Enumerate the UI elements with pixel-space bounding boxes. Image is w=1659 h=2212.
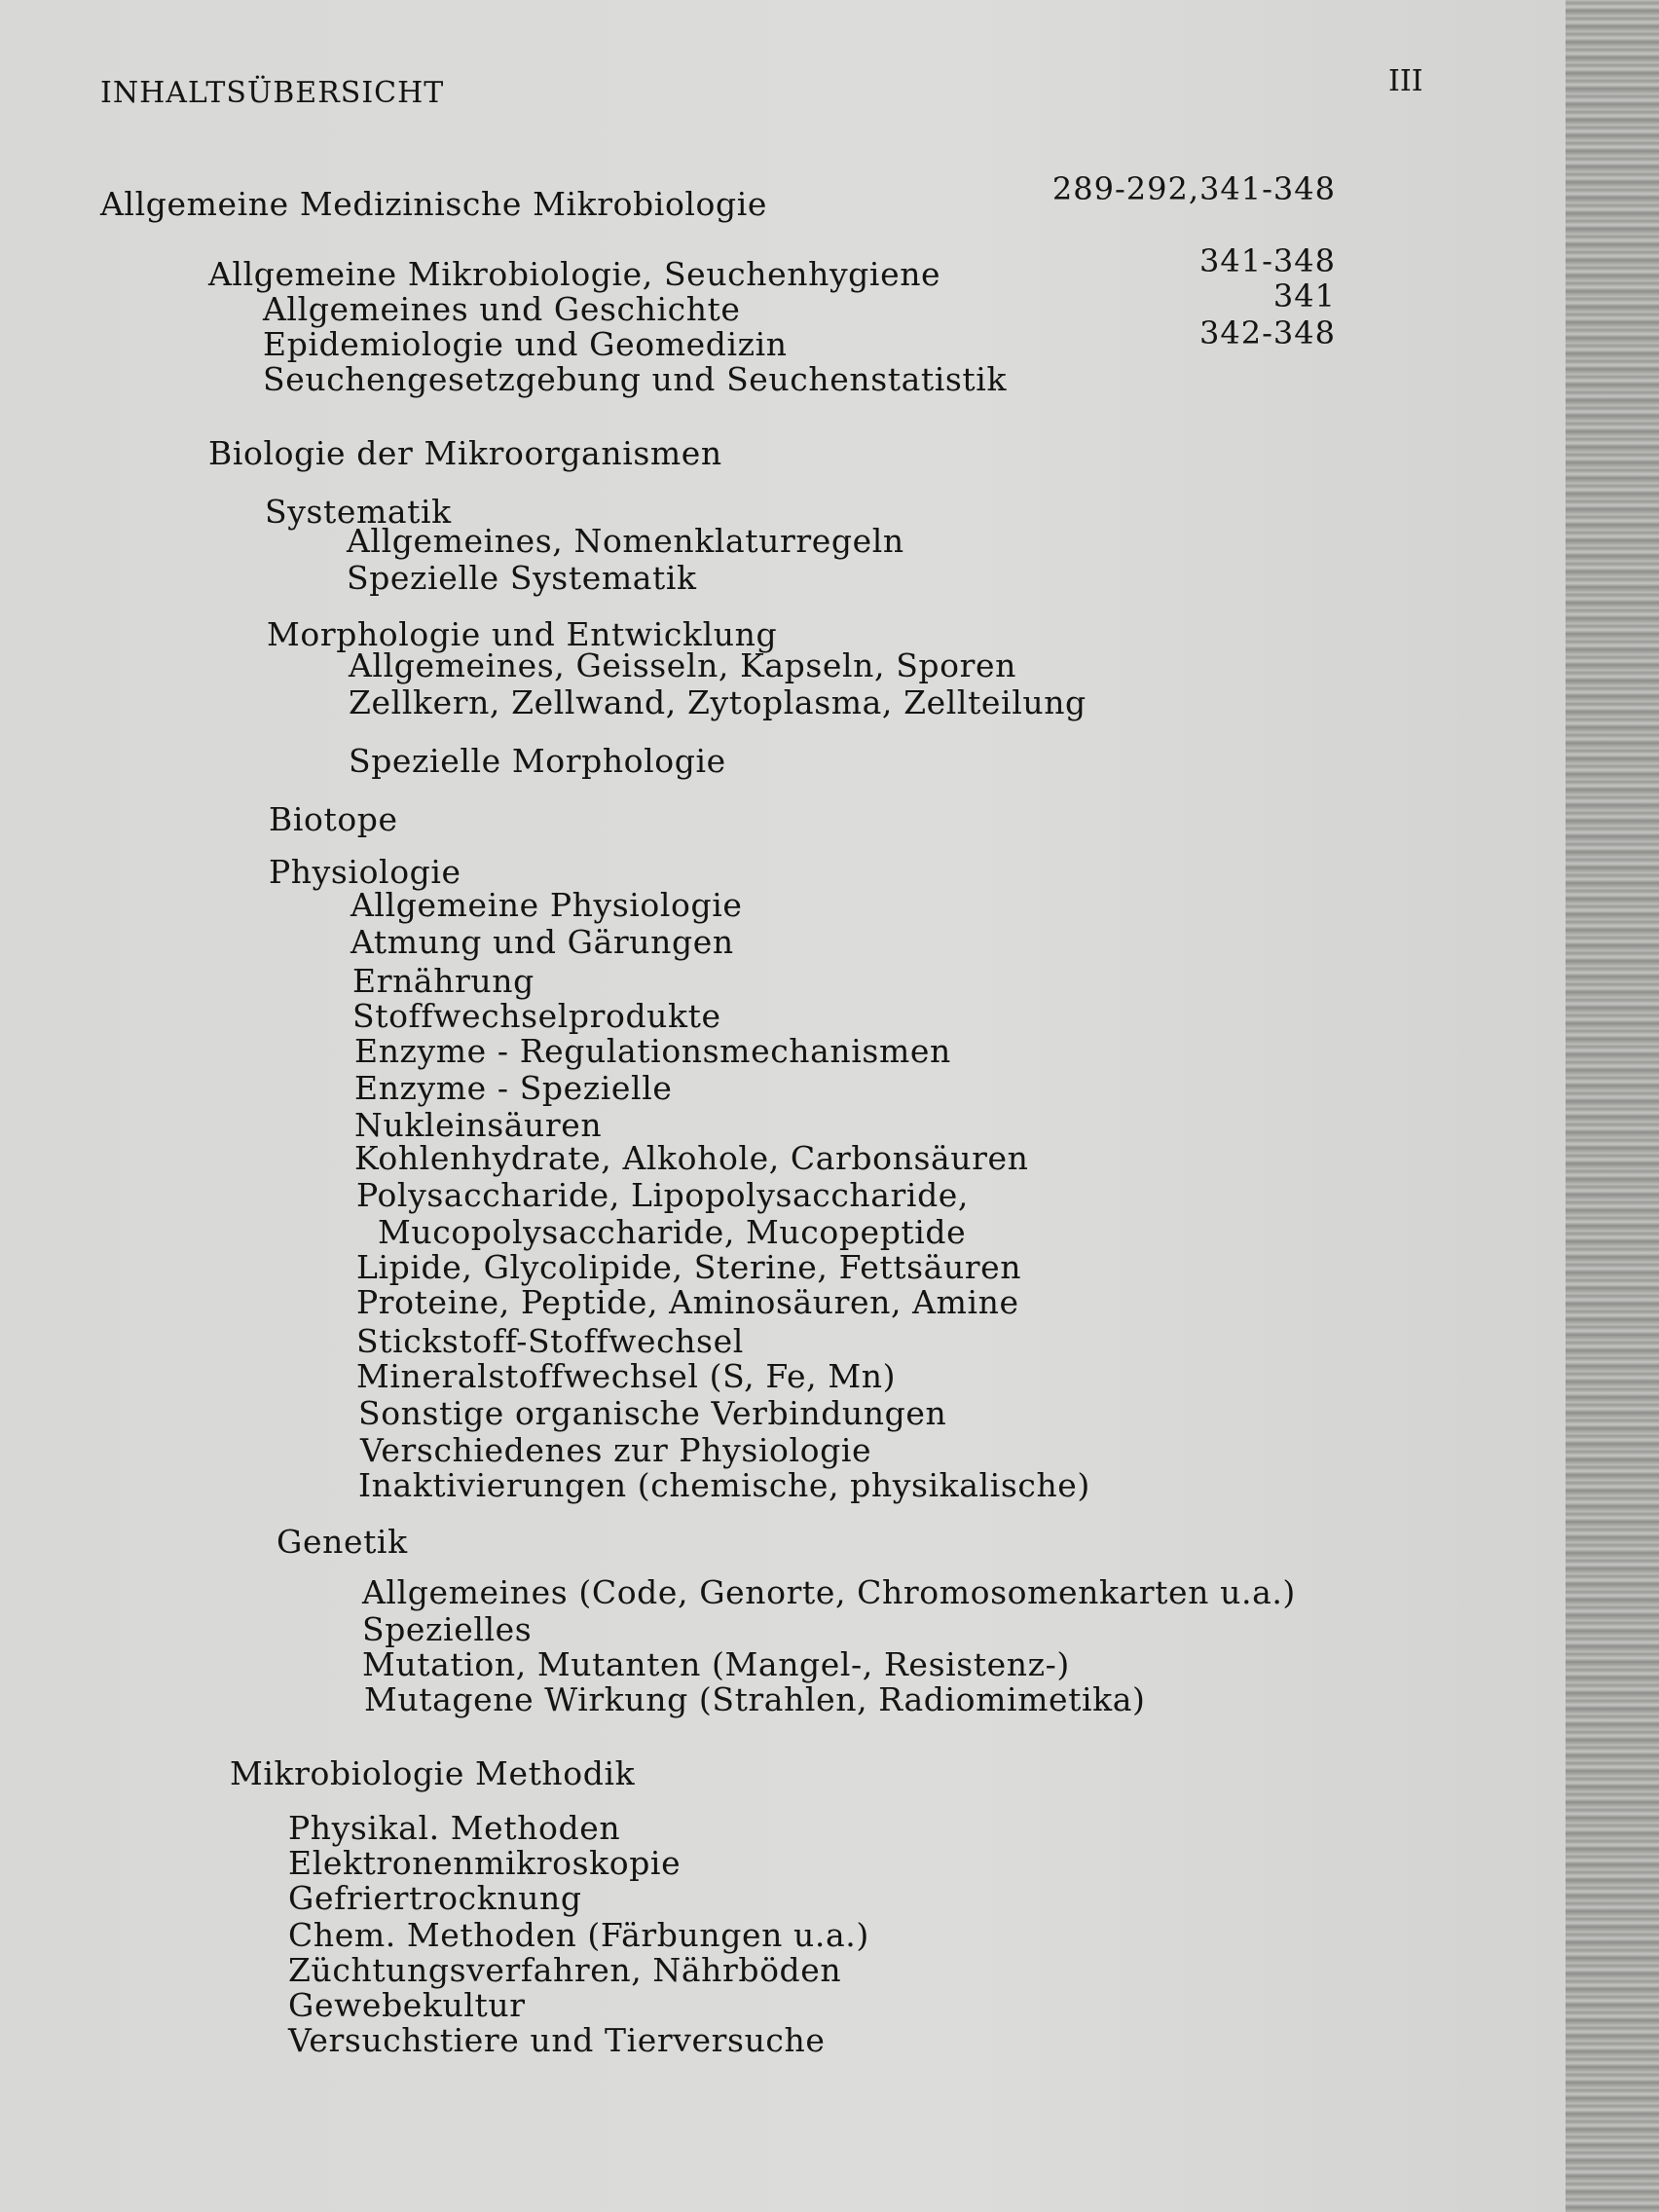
- toc-entry: Versuchstiere und Tierversuche: [288, 2021, 826, 2059]
- toc-entry: Allgemeine Medizinische Mikrobiologie: [100, 185, 768, 223]
- toc-entry: Allgemeines (Code, Genorte, Chromosomenkarten u.a.): [362, 1573, 1296, 1611]
- toc-entry: Nukleinsäuren: [354, 1106, 603, 1144]
- toc-entry: Gefriertrocknung: [288, 1879, 582, 1917]
- toc-entry: Allgemeines und Geschichte: [263, 290, 741, 328]
- toc-entry: Spezielle Morphologie: [349, 742, 726, 780]
- toc-entry: Sonstige organische Verbindungen: [358, 1394, 947, 1432]
- toc-entry: Polysaccharide, Lipopolysaccharide,: [356, 1176, 970, 1214]
- toc-entry: Allgemeines, Nomenklaturregeln: [347, 522, 904, 560]
- toc-entry: Allgemeine Mikrobiologie, Seuchenhygiene: [208, 255, 941, 293]
- toc-entry: Physikal. Methoden: [288, 1809, 621, 1847]
- toc-entry: Lipide, Glycolipide, Sterine, Fettsäuren: [356, 1248, 1022, 1286]
- toc-entry: Biologie der Mikroorganismen: [208, 434, 722, 472]
- toc-entry: Mucopolysaccharide, Mucopeptide: [378, 1213, 967, 1251]
- toc-entry: Atmung und Gärungen: [350, 923, 734, 961]
- toc-entry: Inaktivierungen (chemische, physikalische): [358, 1466, 1090, 1504]
- toc-entry: Verschiedenes zur Physiologie: [360, 1431, 872, 1469]
- toc-page-range: 289-292,341-348: [1051, 170, 1336, 207]
- toc-entry: Genetik: [276, 1523, 408, 1561]
- page-number: III: [1388, 64, 1423, 98]
- toc-entry: Kohlenhydrate, Alkohole, Carbonsäuren: [354, 1139, 1029, 1177]
- page-edge: [1566, 0, 1659, 2212]
- toc-entry: Stickstoff-Stoffwechsel: [356, 1322, 744, 1360]
- toc-entry: Stoffwechselprodukte: [352, 997, 721, 1035]
- toc-entry: Mutagene Wirkung (Strahlen, Radiomimetika): [364, 1680, 1146, 1718]
- toc-page-range: 341: [1272, 277, 1336, 314]
- toc-entry: Gewebekultur: [288, 1986, 526, 2024]
- toc-entry: Spezielle Systematik: [347, 559, 697, 597]
- toc-entry: Physiologie: [269, 853, 461, 891]
- toc-entry: Zellkern, Zellwand, Zytoplasma, Zellteilung: [349, 683, 1087, 721]
- toc-entry: Mutation, Mutanten (Mangel-, Resistenz-): [362, 1645, 1070, 1683]
- toc-page-range: 342-348: [1199, 314, 1336, 351]
- toc-entry: Epidemiologie und Geomedizin: [263, 325, 788, 363]
- toc-entry: Biotope: [269, 800, 398, 838]
- toc-entry: Allgemeine Physiologie: [350, 886, 743, 924]
- toc-entry: Elektronenmikroskopie: [288, 1844, 682, 1882]
- toc-entry: Chem. Methoden (Färbungen u.a.): [288, 1916, 869, 1954]
- toc-entry: Morphologie und Entwicklung: [267, 615, 778, 653]
- toc-entry: Enzyme - Spezielle: [354, 1069, 673, 1107]
- toc-entry: Mikrobiologie Methodik: [230, 1754, 636, 1792]
- toc-entry: Proteine, Peptide, Aminosäuren, Amine: [356, 1283, 1019, 1321]
- page-header-title: INHALTSÜBERSICHT: [100, 76, 445, 110]
- toc-page-range: 341-348: [1199, 242, 1336, 279]
- toc-entry: Allgemeines, Geisseln, Kapseln, Sporen: [349, 646, 1016, 684]
- toc-entry: Seuchengesetzgebung und Seuchenstatistik: [263, 360, 1008, 398]
- toc-entry: Spezielles: [362, 1610, 533, 1648]
- toc-entry: Ernährung: [352, 962, 535, 1000]
- toc-entry: Systematik: [265, 493, 452, 531]
- toc-entry: Enzyme - Regulationsmechanismen: [354, 1032, 951, 1070]
- toc-entry: Mineralstoffwechsel (S, Fe, Mn): [356, 1357, 897, 1395]
- toc-entry: Züchtungsverfahren, Nährböden: [288, 1951, 842, 1989]
